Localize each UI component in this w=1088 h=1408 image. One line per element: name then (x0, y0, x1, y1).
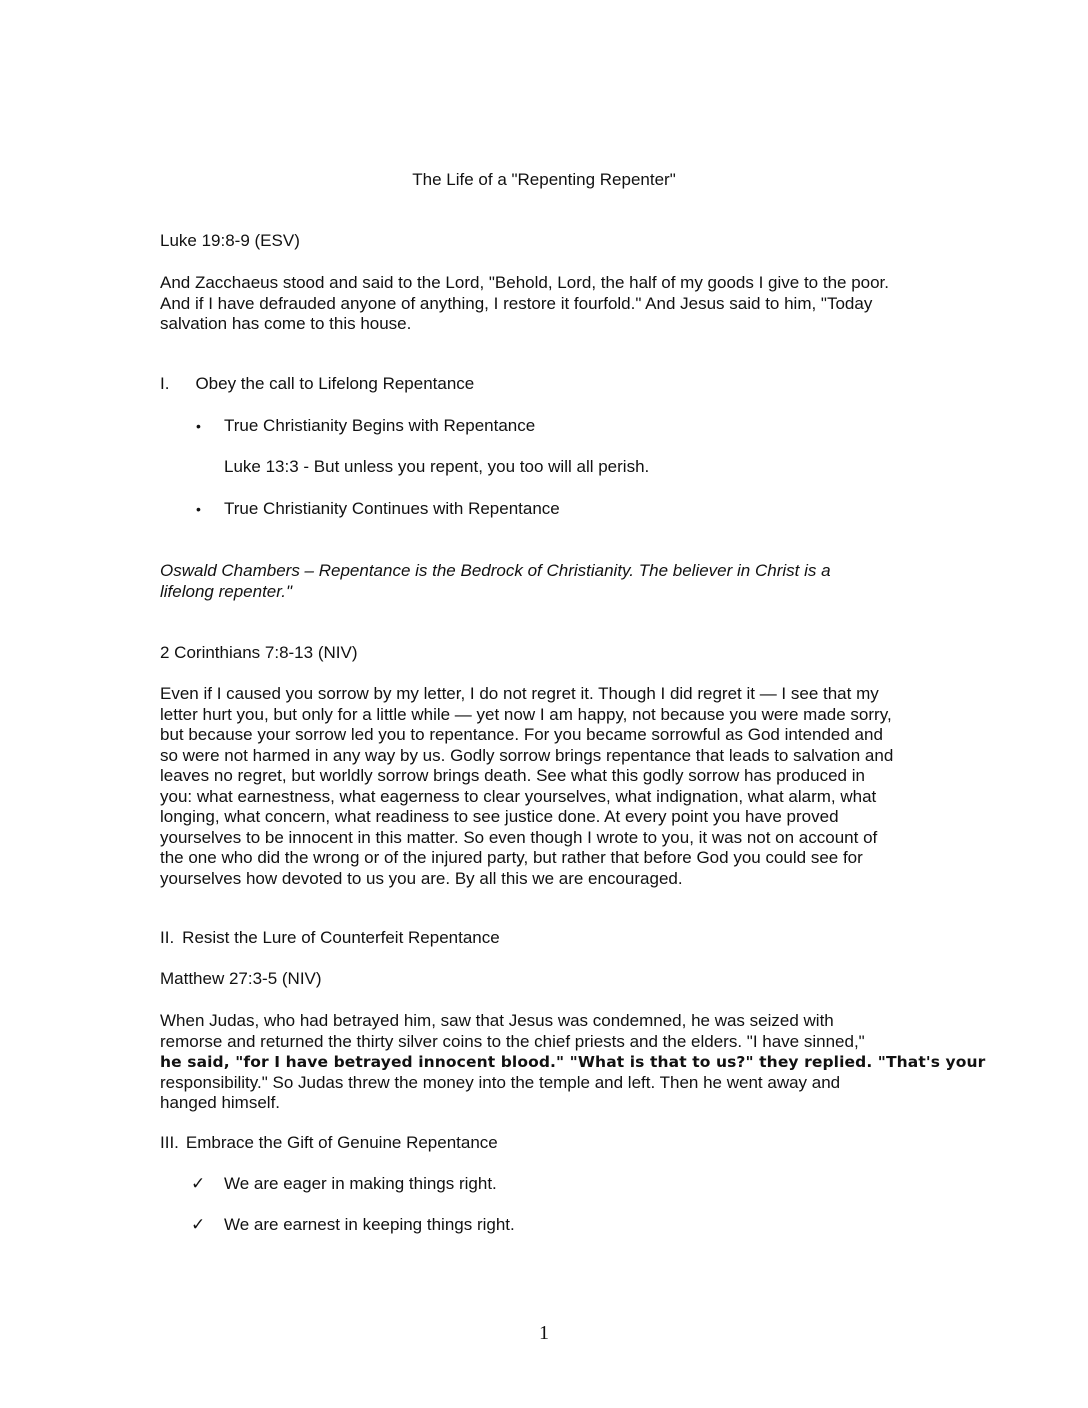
quote-oswald-chambers (160, 561, 935, 602)
passage-line: yourselves to be innocent in this matter. So even though I wrote to you, it was not on account of (160, 827, 878, 847)
check-item: We are earnest in keeping things right. (224, 1215, 515, 1234)
section-heading-3 (160, 1133, 498, 1154)
passage-line: responsibility." So Judas threw the money into the temple and left. Then he went away and (160, 1072, 841, 1092)
scripture-luke-13: Luke 13:3 - But unless you repent, you too will all perish. (224, 457, 650, 476)
passage-line: When Judas, who had betrayed him, saw that Jesus was condemned, he was seized with (160, 1011, 834, 1030)
passage-line: hanged himself. (160, 1093, 281, 1112)
quote-line: lifelong repenter." (160, 581, 293, 601)
passage-luke-19 (160, 273, 935, 335)
quote-line: Oswald Chambers – Repentance is the Bedrock of Christianity. The believer in Christ is a (160, 561, 831, 580)
scripture-reference-2-corinthians: 2 Corinthians 7:8-13 (NIV) (160, 643, 358, 662)
section-number: III. (160, 1133, 179, 1152)
passage-line: Even if I caused you sorrow by my letter, I do not regret it. Though I did regret it — I see that my (160, 684, 879, 703)
bullet-icon: • (196, 418, 201, 434)
section-heading-1 (160, 374, 474, 395)
bullet-item: True Christianity Continues with Repentance (224, 499, 560, 518)
checkmark-icon: ✓ (191, 1174, 206, 1194)
check-item: We are eager in making things right. (224, 1174, 497, 1193)
passage-line: he said, "for I have betrayed innocent blood." "What is that to us?" they replied. "That's your (160, 1053, 986, 1071)
section-title: Embrace the Gift of Genuine Repentance (185, 1133, 498, 1152)
section-number: II. (160, 928, 175, 947)
passage-line: And Zacchaeus stood and said to the Lord, "Behold, Lord, the half of my goods I give to the poor. (160, 273, 890, 292)
section-heading-2 (160, 928, 500, 949)
passage-line: longing, what concern, what readiness to see justice done. At every point you have proved (160, 807, 839, 826)
section-number: I. (160, 374, 170, 393)
passage-matthew-27 (160, 1011, 986, 1114)
passage-line: salvation has come to this house. (160, 314, 412, 333)
passage-line: letter hurt you, but only for a little while — yet now I am happy, not because you were made sorry, (160, 704, 892, 724)
page-number: 1 (539, 1322, 549, 1344)
scripture-reference-luke-19: Luke 19:8-9 (ESV) (160, 231, 300, 250)
passage-line: but because your sorrow led you to repentance. For you became sorrowful as God intended and (160, 725, 883, 744)
passage-line: leaves no regret, but worldly sorrow brings death. See what this godly sorrow has produced in (160, 766, 865, 785)
passage-line: you: what earnestness, what eagerness to clear yourselves, what indignation, what alarm, what (160, 786, 877, 806)
passage-line: so were not harmed in any way by us. Godly sorrow brings repentance that leads to salvation and (160, 745, 894, 765)
section-title: Obey the call to Lifelong Repentance (195, 374, 475, 393)
passage-line: the one who did the wrong or of the injured party, but rather that before God you could see for (160, 848, 863, 867)
document-title: The Life of a "Repenting Repenter" (412, 170, 676, 189)
passage-line: And if I have defrauded anyone of anything, I restore it fourfold." And Jesus said to him, "Today (160, 293, 873, 313)
checkmark-icon: ✓ (191, 1215, 206, 1235)
passage-2-corinthians (160, 684, 935, 889)
passage-line: remorse and returned the thirty silver coins to the chief priests and the elders. "I have sinned," (160, 1031, 865, 1051)
scripture-reference-matthew-27: Matthew 27:3-5 (NIV) (160, 969, 322, 988)
section-title: Resist the Lure of Counterfeit Repentance (182, 928, 500, 947)
passage-line: yourselves how devoted to us you are. By all this we are encouraged. (160, 868, 683, 888)
bullet-item: True Christianity Begins with Repentance (224, 416, 536, 435)
bullet-icon: • (196, 501, 201, 517)
